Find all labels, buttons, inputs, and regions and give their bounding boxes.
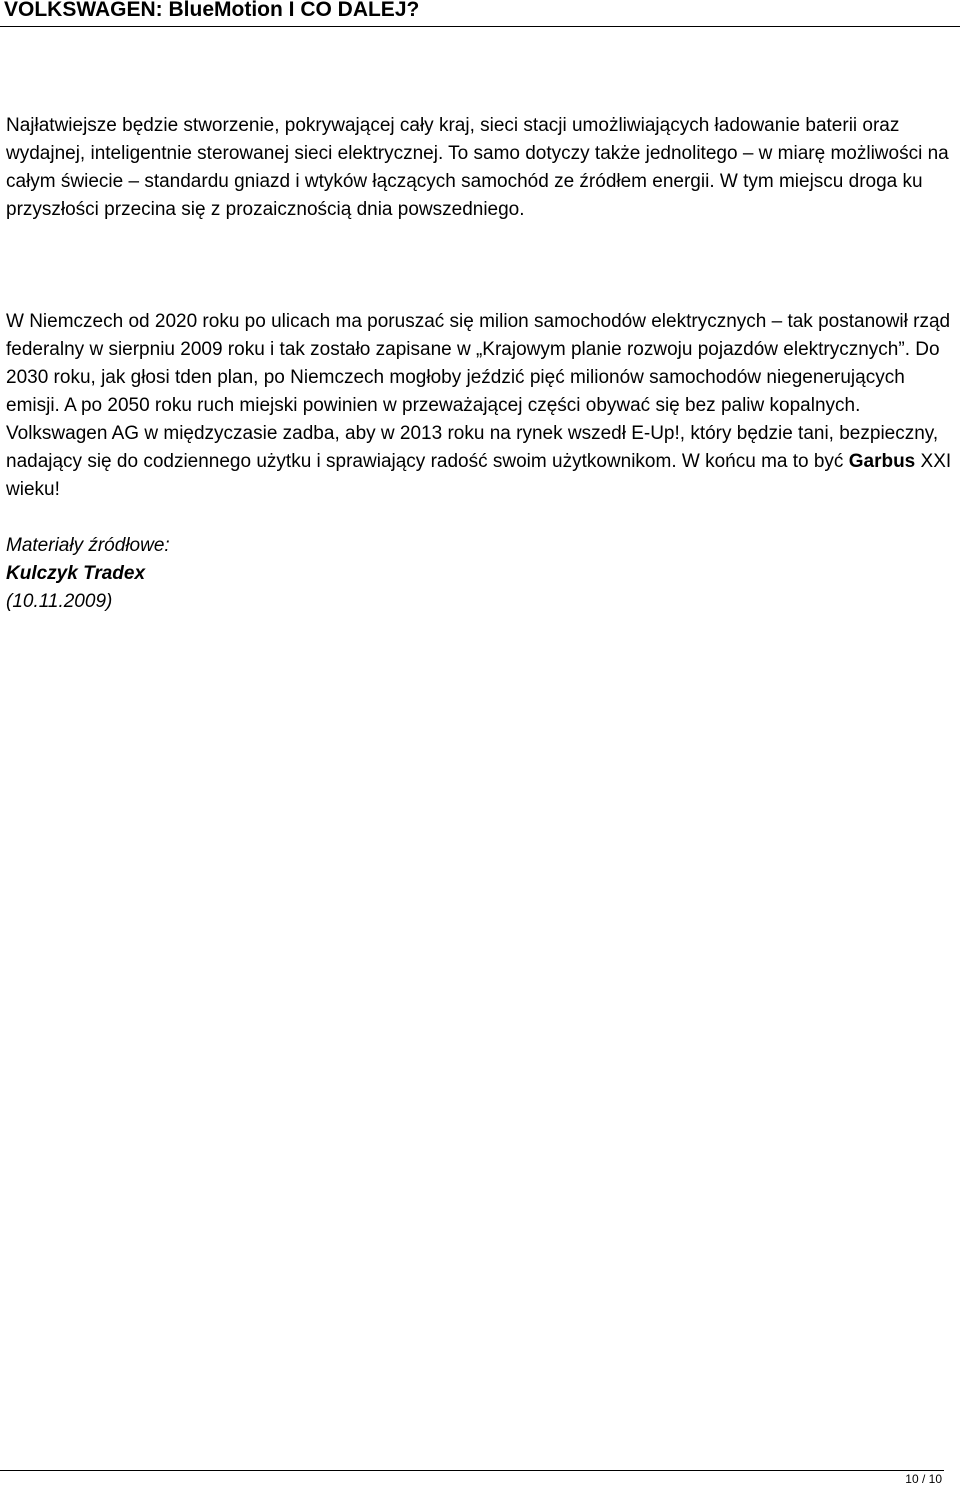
sources-block — [6, 532, 960, 616]
paragraph-2 — [6, 308, 960, 504]
page-number: 10 / 10 — [905, 1472, 942, 1486]
footer-divider — [0, 1470, 944, 1471]
article-body — [6, 112, 960, 616]
sources-label: Materiały źródłowe: — [6, 535, 170, 556]
sources-date: (10.11.2009) — [6, 591, 113, 612]
paragraph-1: Najłatwiejsze będzie stworzenie, pokrywającej cały kraj, sieci stacji umożliwiających ładowanie baterii oraz wydajnej, inteligentnie sterowanej sieci elektrycznej. To samo dotyczy także jednolitego – w miarę możliwości na całym świecie – standardu gniazd i wtyków łączących samochód ze źródłem energii. W tym miejscu droga ku przyszłości przecina się z prozaicznością dnia powszedniego. — [6, 115, 949, 220]
paragraph-2-text-end: XXI wieku! — [6, 451, 952, 500]
sources-company: Kulczyk Tradex — [6, 563, 146, 584]
paragraph-2-text-start: W Niemczech od 2020 roku po ulicach ma poruszać się milion samochodów elektrycznych – tak postanowił rząd federalny w sierpniu 2009 roku i tak zostało zapisane w „Krajowym planie rozwoju pojazdów elektrycznych”. Do 2030 roku, jak głosi tden plan, po Niemczech mogłoby jeździć pięć milionów samochodów niegenerujących emisji. A po 2050 roku ruch miejski powinien w przeważającej części obywać się bez paliw kopalnych. Volkswagen AG w międzyczasie zadba, aby w 2013 roku na rynek wszedł E-Up!, który będzie tani, bezpieczny, nadający się do codziennego użytku i sprawiający radość swoim użytkownikom. W końcu ma to być — [6, 311, 951, 472]
page-header — [0, 0, 960, 27]
document-title: VOLKSWAGEN: BlueMotion I CO DALEJ? — [4, 0, 420, 21]
garbus-bold: Garbus — [848, 451, 916, 472]
